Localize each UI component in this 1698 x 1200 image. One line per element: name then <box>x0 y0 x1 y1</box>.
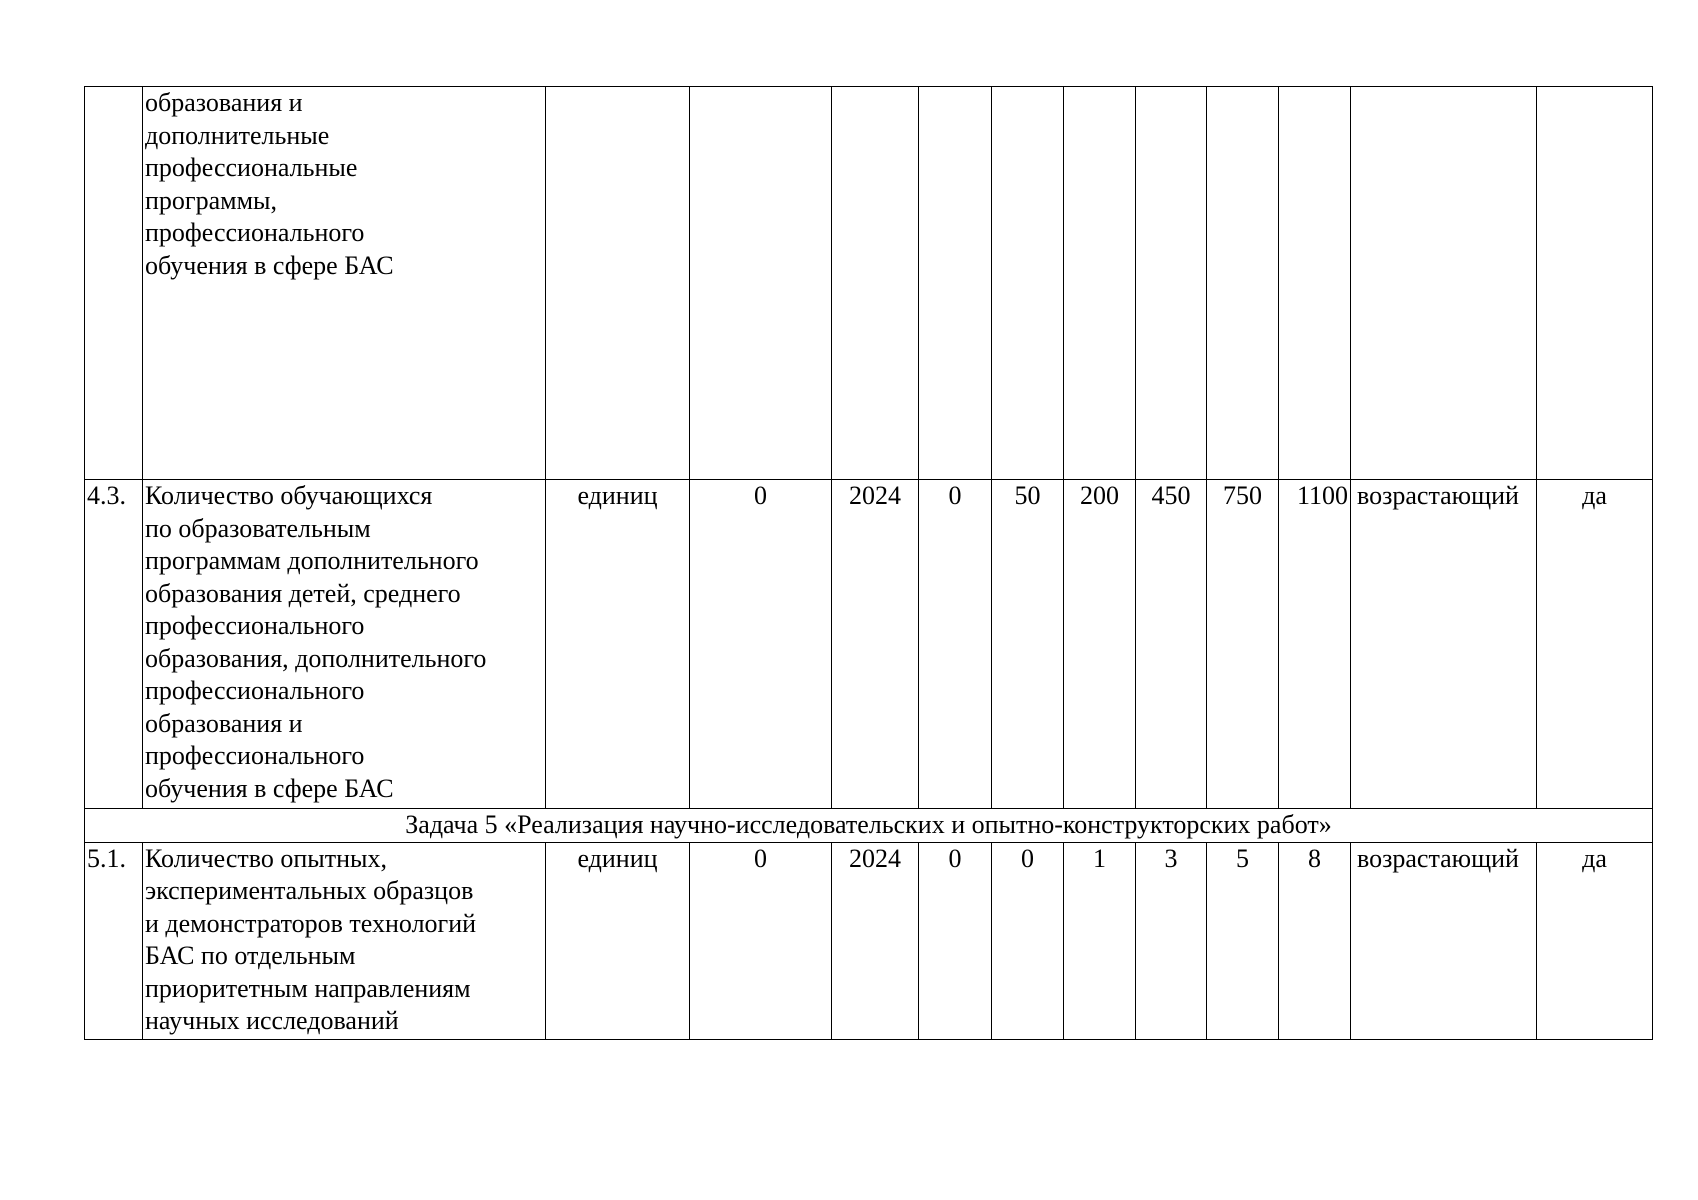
indicator-name-line: по образовательным <box>145 513 371 543</box>
empty-cell <box>1207 87 1279 480</box>
value-cell: 3 <box>1136 842 1207 1039</box>
task-heading: Задача 5 «Реализация научно-исследовательских и опытно-конструкторских работ» <box>85 809 1653 843</box>
base-year-cell: 2024 <box>832 480 919 809</box>
indicator-name-line: программам дополнительного <box>145 546 479 575</box>
indicator-name-line: образования детей, среднего <box>145 578 461 608</box>
indicator-name-cell <box>143 87 546 480</box>
indicator-name-line: образования и <box>145 708 303 738</box>
value-cell: 750 <box>1207 480 1279 809</box>
trend-cell: возрастающий <box>1351 480 1537 809</box>
value-cell: 50 <box>992 480 1064 809</box>
value-cell: 0 <box>919 480 992 809</box>
value-cell: 200 <box>1064 480 1136 809</box>
value-cell: 8 <box>1279 842 1351 1039</box>
indicator-name-line: БАС по отдельным <box>145 941 356 970</box>
table-row-4-3 <box>85 480 1653 809</box>
indicator-name-line: дополнительные <box>145 120 330 150</box>
trend-cell: возрастающий <box>1351 842 1537 1039</box>
indicator-name-line: профессионального <box>145 611 365 640</box>
empty-cell <box>546 87 690 480</box>
indicator-name-cell <box>143 480 546 809</box>
indicator-name-cell <box>143 842 546 1039</box>
base-year-cell: 2024 <box>832 842 919 1039</box>
base-value-cell: 0 <box>690 842 832 1039</box>
flag-cell: да <box>1537 480 1653 809</box>
value-cell: 450 <box>1136 480 1207 809</box>
indicator-name-line: образования и <box>145 88 303 117</box>
indicator-name-line: обучения в сфере БАС <box>145 250 394 280</box>
row-number-cell <box>85 87 143 480</box>
indicator-name-line: образования, дополнительного <box>145 643 487 673</box>
indicator-name-line: профессионального <box>145 218 365 247</box>
empty-cell <box>1064 87 1136 480</box>
indicator-name-line: приоритетным направлениям <box>145 973 471 1003</box>
value-cell: 5 <box>1207 842 1279 1039</box>
value-cell: 1 <box>1064 842 1136 1039</box>
indicator-name-line: профессиональные <box>145 153 358 182</box>
indicators-table <box>84 86 1653 1040</box>
indicator-name-line: обучения в сфере БАС <box>145 773 394 803</box>
row-number-cell: 5.1. <box>85 842 143 1039</box>
table-row-5-1 <box>85 842 1653 1039</box>
indicator-name-line: и демонстраторов технологий <box>145 908 477 938</box>
value-cell: 0 <box>992 842 1064 1039</box>
empty-cell <box>919 87 992 480</box>
empty-cell <box>1351 87 1537 480</box>
indicator-name-line: профессионального <box>145 741 365 770</box>
empty-cell <box>1279 87 1351 480</box>
indicator-name-line: Количество обучающихся <box>145 481 433 510</box>
unit-cell: единиц <box>546 842 690 1039</box>
unit-cell: единиц <box>546 480 690 809</box>
table-row-continuation <box>85 87 1653 480</box>
empty-cell <box>992 87 1064 480</box>
empty-cell <box>1537 87 1653 480</box>
base-value-cell: 0 <box>690 480 832 809</box>
indicator-name-line: профессионального <box>145 676 365 705</box>
indicator-name-line: экспериментальных образцов <box>145 876 474 905</box>
indicator-name-line: программы, <box>145 185 277 215</box>
empty-cell <box>832 87 919 480</box>
row-number-cell: 4.3. <box>85 480 143 809</box>
indicator-name-line: Количество опытных, <box>145 843 387 873</box>
indicator-name-line: научных исследований <box>145 1006 399 1035</box>
empty-cell <box>1136 87 1207 480</box>
empty-cell <box>690 87 832 480</box>
flag-cell: да <box>1537 842 1653 1039</box>
table-row-task-5 <box>85 809 1653 843</box>
value-cell: 1100 <box>1279 480 1351 809</box>
value-cell: 0 <box>919 842 992 1039</box>
